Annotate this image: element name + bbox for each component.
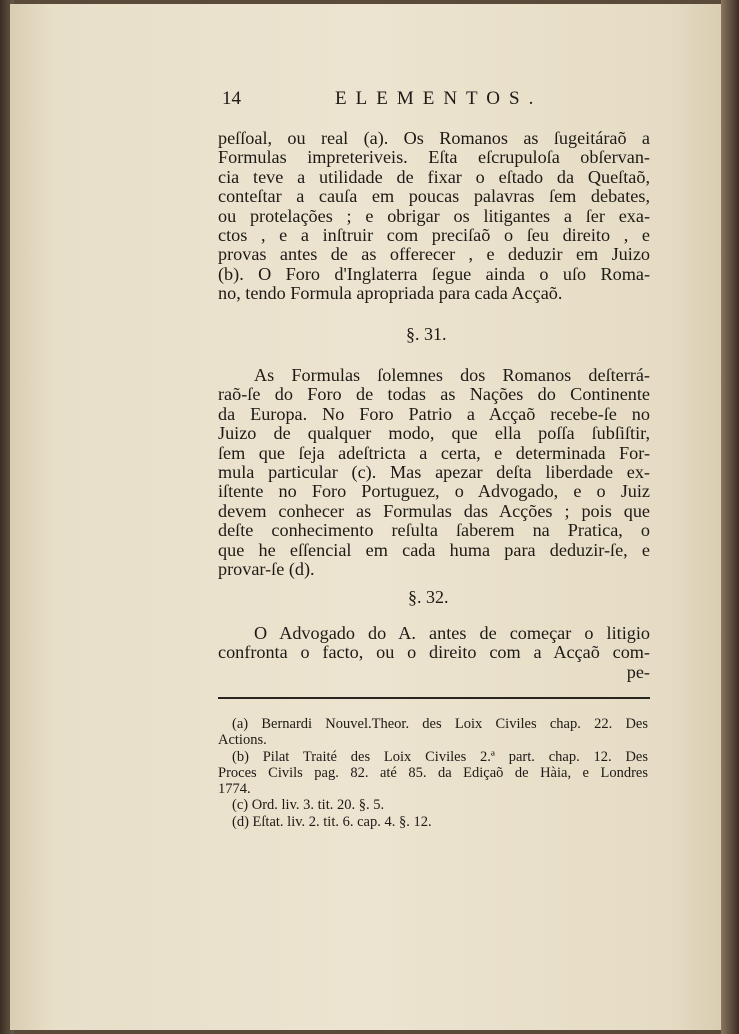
text-line: iſtente no Foro Portuguez, o Advogado, e o Juiz [218, 481, 650, 502]
footnotes [218, 716, 648, 830]
footnote-a-line: (a) Bernardi Nouvel.Theor. des Loix Civiles chap. 22. Des [232, 716, 648, 732]
text-line: Juizo de qualquer modo, que ella poſſa ſubſiſtir, [218, 423, 650, 444]
text-line: confronta o facto, ou o direito com a Acçaõ com- [218, 642, 650, 663]
text-line: conteſtar a cauſa em poucas palavras ſem debates, [218, 186, 650, 207]
text-line: As Formulas ſolemnes dos Romanos deſterrá- [254, 365, 650, 385]
catchword: pe- [626, 661, 650, 682]
footnote-a-line: Actions. [218, 732, 267, 749]
running-head: ELEMENTOS. [335, 88, 543, 109]
text-line: devem conhecer as Formulas das Acções ; pois que [218, 500, 650, 521]
text-line: provas antes de as offerecer , e deduzir em Juizo [218, 244, 650, 265]
text-line: raõ-ſe do Foro de todas as Nações do Continente [218, 384, 650, 405]
text-line: (b). O Foro d'Inglaterra ſegue ainda o uſo Roma- [218, 263, 650, 284]
page-edge-shadow [721, 0, 739, 1034]
footnote-b-line: Proces Civils pag. 82. até 85. da Ediçaõ de Hàia, e Londres [218, 764, 648, 781]
footnote-b-line: 1774. [218, 781, 251, 798]
text-line: provar-ſe (d). [218, 559, 315, 580]
text-line: mula particular (c). Mas apezar deſta liberdade ex- [218, 462, 650, 483]
text-line: que he eſſencial em cada huma para deduzir-ſe, e [218, 539, 650, 560]
text-line: ctos , e a inſtruir com preciſaõ o ſeu direito , e [218, 225, 650, 246]
text-line: ſem que ſeja adeſtricta a certa, e determinada For- [218, 442, 650, 463]
text-line: no, tendo Formula apropriada para cada Acçaõ. [218, 283, 563, 304]
footnote-c-line: (c) Ord. liv. 3. tit. 20. §. 5. [232, 797, 385, 814]
footnote-rule [218, 697, 650, 699]
footnote-b-line: (b) Pilat Traité des Loix Civiles 2.ª part. chap. 12. Des [232, 748, 648, 765]
text-line: Formulas impreteriveis. Eſta eſcrupuloſa obſervan- [218, 147, 650, 168]
text-line: da Europa. No Foro Patrio a Acçaõ recebe-ſe no [218, 403, 650, 424]
page-number: 14 [222, 88, 241, 109]
text-line: peſſoal, ou real (a). Os Romanos as ſugeitáraõ a [218, 128, 650, 148]
section-heading-32: §. 32. [408, 587, 449, 607]
text-line: cia teve a utilidade de fixar o eſtado da Queſtaõ, [218, 166, 650, 187]
paragraph-3 [218, 624, 650, 682]
section-heading-31: §. 31. [406, 324, 447, 344]
footnote-d-line: (d) Eſtat. liv. 2. tit. 6. cap. 4. §. 12. [232, 813, 432, 830]
text-line: deſte conhecimento reſulta ſaberem na Pratica, o [218, 520, 650, 541]
paragraph-1 [218, 129, 650, 304]
text-line: ou protelações ; e obrigar os litigantes a ſer exa- [218, 205, 650, 226]
paragraph-2 [218, 366, 650, 579]
text-line: O Advogado do A. antes de começar o litigio [254, 623, 650, 643]
